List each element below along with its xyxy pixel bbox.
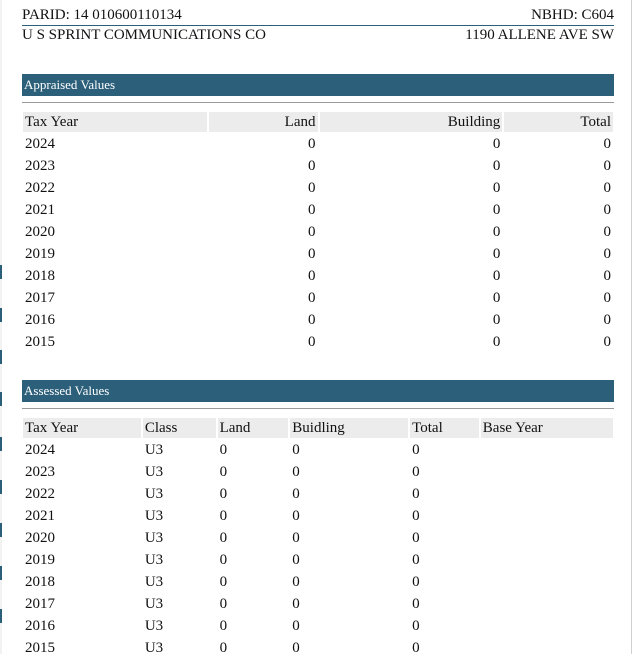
table-cell: 0 xyxy=(292,640,300,656)
table-cell: 2017 xyxy=(25,596,55,612)
table-cell: 0 xyxy=(412,442,420,458)
table-cell: 0 xyxy=(219,530,228,546)
table-cell: 0 xyxy=(292,530,300,546)
table-row xyxy=(23,134,613,154)
column-header: Class xyxy=(143,418,216,438)
table-cell xyxy=(481,616,613,636)
column-header: Buidling xyxy=(290,418,408,438)
column-header: Building xyxy=(320,112,503,132)
table-cell: 0 xyxy=(292,464,300,480)
divider xyxy=(22,408,614,409)
table-cell: U3 xyxy=(144,508,164,524)
column-header: Tax Year xyxy=(23,112,207,132)
table-header-row xyxy=(23,112,613,132)
table-cell xyxy=(481,506,613,526)
column-header: Land xyxy=(218,418,289,438)
table-cell: 0 xyxy=(492,268,501,284)
table-row xyxy=(23,572,613,592)
table-cell: 0 xyxy=(492,136,501,152)
table-cell xyxy=(481,484,613,504)
table-cell: 0 xyxy=(308,136,316,152)
table-cell: 0 xyxy=(292,486,300,502)
table-cell: 0 xyxy=(308,334,316,350)
owner-name: U S SPRINT COMMUNICATIONS CO xyxy=(22,27,266,43)
parcel-id: PARID: 14 010600110134 xyxy=(22,7,182,23)
table-cell: 2021 xyxy=(25,508,55,524)
table-cell: 2020 xyxy=(25,224,55,240)
table-cell: 0 xyxy=(492,334,501,350)
table-cell: 0 xyxy=(412,508,420,524)
table-cell: 2024 xyxy=(25,136,55,152)
table-cell: 0 xyxy=(412,574,420,590)
table-row xyxy=(23,266,613,286)
table-row xyxy=(23,200,613,220)
table-row xyxy=(23,506,613,526)
column-header: Land xyxy=(209,112,318,132)
table-cell: 0 xyxy=(492,246,501,262)
table-cell: 0 xyxy=(603,268,611,284)
divider xyxy=(22,102,614,103)
table-cell: 2020 xyxy=(25,530,55,546)
column-header: Total xyxy=(504,112,613,132)
table-cell xyxy=(481,638,613,658)
table-cell: 0 xyxy=(412,640,420,656)
right-edge xyxy=(631,0,632,654)
table-row xyxy=(23,156,613,176)
table-cell: 0 xyxy=(219,640,228,656)
column-header: Base Year xyxy=(481,418,613,438)
table-cell: 2023 xyxy=(25,464,55,480)
table-row xyxy=(23,616,613,636)
table-cell: 2017 xyxy=(25,290,55,306)
table-cell: 0 xyxy=(492,202,501,218)
table-cell: 0 xyxy=(603,180,611,196)
table-row xyxy=(23,638,613,658)
table-cell: 0 xyxy=(603,136,611,152)
table-cell: 0 xyxy=(292,596,300,612)
table-cell: 0 xyxy=(308,224,316,240)
table-row xyxy=(23,550,613,570)
table-cell: 0 xyxy=(308,180,316,196)
table-cell xyxy=(481,572,613,592)
table-row xyxy=(23,288,613,308)
table-cell: 0 xyxy=(603,290,611,306)
table-cell: 0 xyxy=(412,530,420,546)
table-cell: U3 xyxy=(144,596,164,612)
table-cell: 0 xyxy=(308,290,316,306)
table-cell: 0 xyxy=(603,334,611,350)
table-row xyxy=(23,462,613,482)
table-cell: 2015 xyxy=(25,640,55,656)
table-cell: 0 xyxy=(603,224,611,240)
table-cell: 0 xyxy=(603,202,611,218)
table-row xyxy=(23,244,613,264)
table-row xyxy=(23,594,613,614)
table-cell xyxy=(481,440,613,460)
table-cell xyxy=(481,528,613,548)
table-cell: 0 xyxy=(412,618,420,634)
table-cell: 0 xyxy=(219,596,228,612)
table-cell: 0 xyxy=(292,618,300,634)
table-cell: 0 xyxy=(412,486,420,502)
table-cell: 0 xyxy=(219,552,228,568)
table-cell: 2019 xyxy=(25,552,55,568)
table-cell: 0 xyxy=(219,464,228,480)
table-cell: 0 xyxy=(412,552,420,568)
table-cell: U3 xyxy=(144,464,164,480)
table-cell: 2016 xyxy=(25,618,55,634)
left-scroll-edge xyxy=(0,0,2,654)
table-cell: 0 xyxy=(219,508,228,524)
table-cell: 0 xyxy=(492,290,501,306)
table-cell: U3 xyxy=(144,618,164,634)
table-row xyxy=(23,484,613,504)
assessed-values-title: Assessed Values xyxy=(22,380,614,402)
table-cell: U3 xyxy=(144,552,164,568)
table-row xyxy=(23,440,613,460)
parcel-header-row xyxy=(22,6,614,26)
table-cell: 0 xyxy=(492,312,501,328)
parcel-values-panel xyxy=(22,0,614,660)
table-header-row xyxy=(23,418,613,438)
table-cell: 2022 xyxy=(25,180,55,196)
table-cell: U3 xyxy=(144,530,164,546)
table-cell: 0 xyxy=(603,158,611,174)
table-row xyxy=(23,222,613,242)
table-cell: 0 xyxy=(219,486,228,502)
table-row xyxy=(23,528,613,548)
table-cell xyxy=(481,594,613,614)
table-cell: 2018 xyxy=(25,268,55,284)
table-cell: 0 xyxy=(308,202,316,218)
table-cell: 0 xyxy=(603,246,611,262)
table-cell: U3 xyxy=(144,486,164,502)
table-cell: 2018 xyxy=(25,574,55,590)
table-cell: 2015 xyxy=(25,334,55,350)
table-cell: U3 xyxy=(144,640,164,656)
table-cell: 0 xyxy=(308,246,316,262)
appraised-values-title: Appraised Values xyxy=(22,74,614,96)
table-cell: 2019 xyxy=(25,246,55,262)
owner-address-row xyxy=(22,26,614,45)
table-cell xyxy=(481,462,613,482)
table-cell: U3 xyxy=(144,574,164,590)
table-cell: 2022 xyxy=(25,486,55,502)
table-cell: 0 xyxy=(292,508,300,524)
table-cell: 0 xyxy=(308,268,316,284)
neighborhood-code: NBHD: C604 xyxy=(531,7,614,23)
table-cell: 2023 xyxy=(25,158,55,174)
table-cell: 0 xyxy=(412,596,420,612)
table-cell: 0 xyxy=(292,442,300,458)
table-cell: 0 xyxy=(492,158,501,174)
assessed-values-table xyxy=(21,416,615,660)
table-cell: 0 xyxy=(492,180,501,196)
table-cell: 0 xyxy=(219,574,228,590)
table-cell: 0 xyxy=(219,618,228,634)
table-cell: 0 xyxy=(308,158,316,174)
table-cell: 0 xyxy=(292,574,300,590)
column-header: Tax Year xyxy=(23,418,141,438)
table-cell: 0 xyxy=(292,552,300,568)
table-row xyxy=(23,310,613,330)
column-header: Total xyxy=(410,418,479,438)
table-row xyxy=(23,332,613,352)
table-cell: 2024 xyxy=(25,442,55,458)
table-cell: 2021 xyxy=(25,202,55,218)
table-cell: 0 xyxy=(308,312,316,328)
appraised-values-table xyxy=(21,110,615,354)
table-cell: 0 xyxy=(412,464,420,480)
table-cell: 2016 xyxy=(25,312,55,328)
table-row xyxy=(23,178,613,198)
table-cell: 0 xyxy=(219,442,228,458)
table-cell: 0 xyxy=(603,312,611,328)
table-cell: 0 xyxy=(492,224,501,240)
table-cell xyxy=(481,550,613,570)
table-cell: U3 xyxy=(144,442,164,458)
property-address: 1190 ALLENE AVE SW xyxy=(465,27,614,43)
